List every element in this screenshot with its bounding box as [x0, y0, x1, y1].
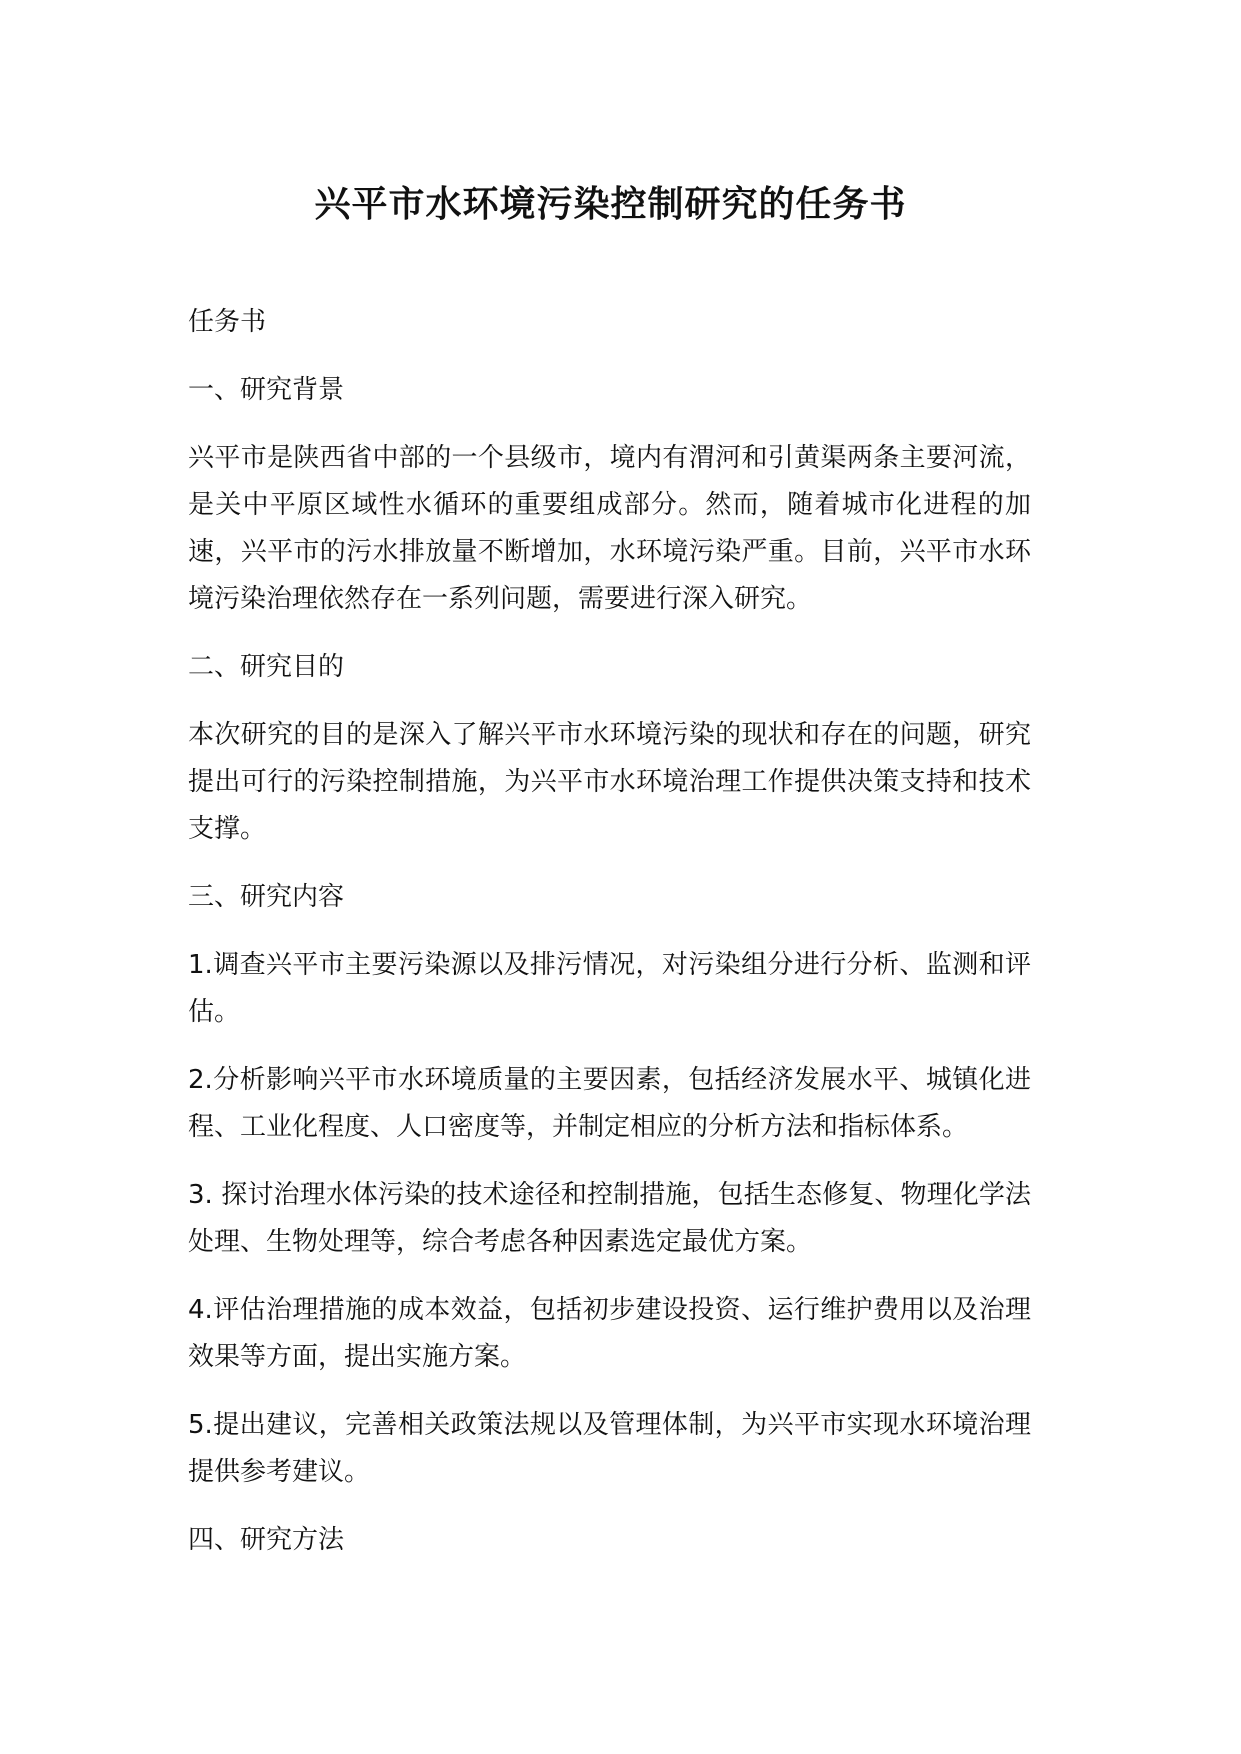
content-item-3: 3. 探讨治理水体污染的技术途径和控制措施，包括生态修复、物理化学法处理、生物处理等，综合考虑各种因素选定最优方案。	[188, 1180, 1031, 1257]
document-title: 兴平市水环境污染控制研究的任务书	[314, 184, 907, 225]
section-heading-purpose: 二、研究目的	[188, 652, 345, 682]
section-heading-background: 一、研究背景	[188, 375, 345, 405]
document-label: 任务书	[188, 307, 267, 337]
document-body	[188, 299, 1031, 1564]
section-paragraph-purpose: 本次研究的目的是深入了解兴平市水环境污染的现状和存在的问题，研究提出可行的污染控制措施，为兴平市水环境治理工作提供决策支持和技术支撑。	[188, 720, 1031, 844]
content-item-2: 2.分析影响兴平市水环境质量的主要因素，包括经济发展水平、城镇化进程、工业化程度、人口密度等，并制定相应的分析方法和指标体系。	[188, 1065, 1031, 1142]
content-item-1: 1.调查兴平市主要污染源以及排污情况，对污染组分进行分析、监测和评估。	[188, 950, 1031, 1027]
section-heading-methods: 四、研究方法	[188, 1525, 345, 1555]
section-paragraph-background: 兴平市是陕西省中部的一个县级市，境内有渭河和引黄渠两条主要河流，是关中平原区域性水循环的重要组成部分。然而，随着城市化进程的加速，兴平市的污水排放量不断增加，水环境污染严重。目前，兴平市水环境污染治理依然存在一系列问题，需要进行深入研究。	[188, 443, 1031, 614]
content-item-4: 4.评估治理措施的成本效益，包括初步建设投资、运行维护费用以及治理效果等方面，提出实施方案。	[188, 1295, 1031, 1372]
content-item-5: 5.提出建议，完善相关政策法规以及管理体制，为兴平市实现水环境治理提供参考建议。	[188, 1410, 1031, 1487]
section-heading-content: 三、研究内容	[188, 882, 345, 912]
